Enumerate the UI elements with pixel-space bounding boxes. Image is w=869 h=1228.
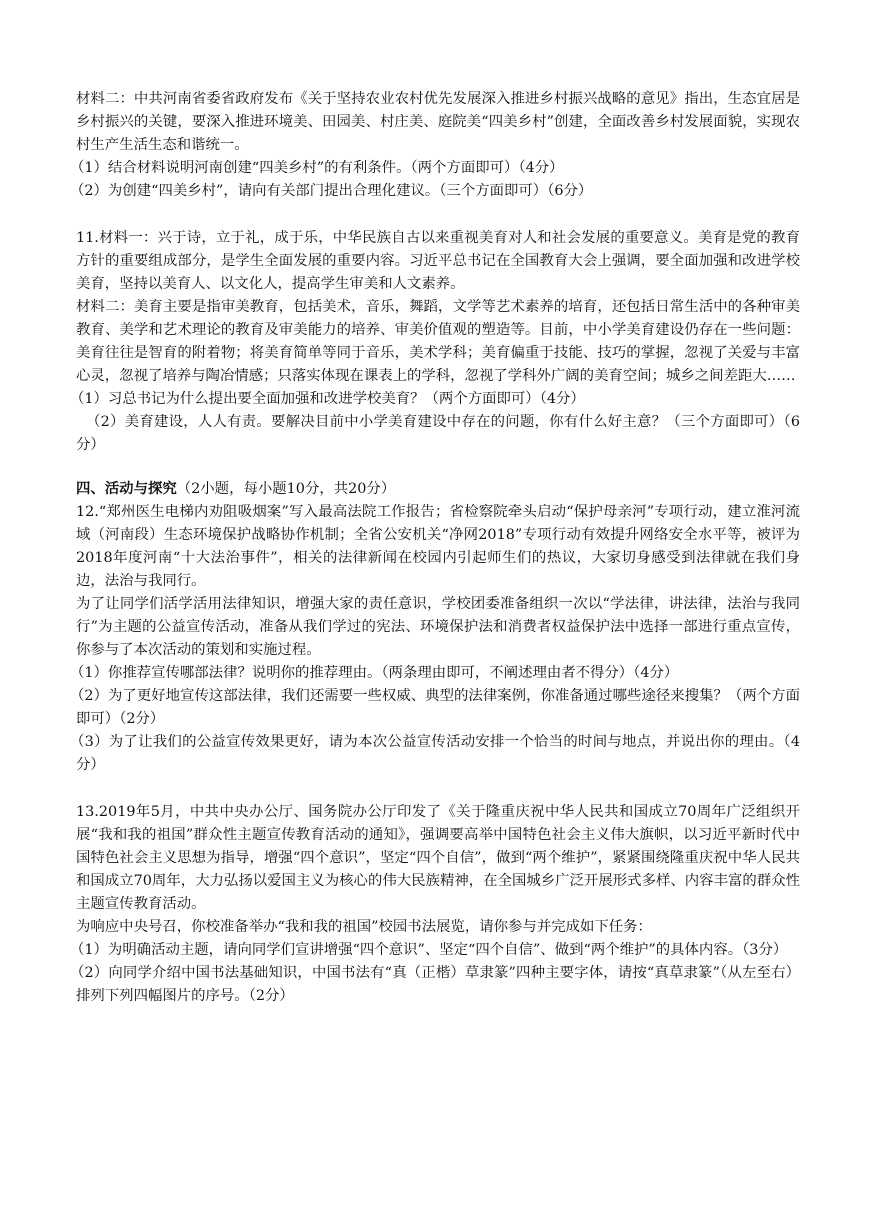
section-four-scoring: （2小题，每小题10分，共20分） [176, 481, 396, 497]
section-four-heading [76, 477, 800, 501]
question-11-material-two: 材料二：美育主要是指审美教育，包括美术，音乐，舞蹈，文学等艺术素养的培育，还包括日常生活中的各种审美教育、美学和艺术理论的教育及审美能力的培养、审美价值观的塑造等。目前，中小学美育建设仍存在一些问题：美育往往是智育的附着物；将美育简单等同于音乐，美术学科；美育偏重于技能、技巧的掌握，忽视了关爱与丰富心灵，忽视了培养与陶冶情感；只落实体现在课表上的学科，忽视了学科外广阔的美育空间；城乡之间差距大…… [76, 299, 800, 384]
question-11-1: （1）习总书记为什么提出要全面加强和改进学校美育？（两个方面即可）（4分） [70, 391, 585, 407]
question-11-material-one: 11.材料一：兴于诗，立于礼，成于乐，中华民族自古以来重视美育对人和社会发展的重要意义。美育是党的教育方针的重要组成部分，是学生全面发展的重要内容。习近平总书记在全国教育大会上强调，要全面加强和改进学校美育，坚持以美育人、以文化人，提高学生审美和人文素养。 [76, 230, 800, 292]
question-12-2: （2）为了更好地宣传这部法律，我们还需要一些权威、典型的法律案例，你准备通过哪些途径来搜集？（两个方面即可）（2分） [70, 688, 800, 727]
question-12-intro: 12.“郑州医生电梯内劝阻吸烟案”写入最高法院工作报告；省检察院牵头启动“保护母亲河”专项行动，建立淮河流域（河南段）生态环境保护战略协作机制；全省公安机关“净网2018”专项行动有效提升网络安全水平等，被评为2018年度河南“十大法治事件”，相关的法律新闻在校园内引起师生们的热议，大家切身感受到法律就在我们身边，法治与我同行。 [76, 504, 800, 589]
document-page [70, 88, 800, 1008]
question-10-2: （2）为创建“四美乡村”，请向有关部门提出合理化建议。（三个方面即可）（6分） [70, 183, 593, 199]
question-12-1: （1）你推荐宣传哪部法律？说明你的推荐理由。（两条理由即可，不阐述理由者不得分）（4分） [70, 665, 679, 681]
question-11-2: （2）美育建设，人人有责。要解决目前中小学美育建设中存在的问题，你有什么好主意？（三个方面即可）（6分） [76, 414, 800, 453]
section-four-title: 四、活动与探究 [76, 480, 177, 497]
question-13-1: （1）为明确活动主题，请向同学们宣讲增强“四个意识”、坚定“四个自信”、做到“两个维护”的具体内容。（3分） [70, 942, 788, 958]
spacer [76, 777, 800, 801]
material-two-paragraph: 材料二：中共河南省委省政府发布《关于坚持农业农村优先发展深入推进乡村振兴战略的意见》指出，生态宜居是乡村振兴的关键，要深入推进环境美、田园美、村庄美、庭院美“四美乡村”创建，全面改善乡村发展面貌，实现农村生产生活生态和谐统一。 [76, 91, 800, 153]
question-12-activity: 为了让同学们活学活用法律知识，增强大家的责任意识，学校团委准备组织一次以“学法律，讲法律，法治与我同行”为主题的公益宣传活动，准备从我们学过的宪法、环境保护法和消费者权益保护法中选择一部进行重点宣传，你参与了本次活动的策划和实施过程。 [76, 596, 800, 658]
question-10-1: （1）结合材料说明河南创建“四美乡村”的有利条件。（两个方面即可）（4分） [70, 160, 564, 176]
question-13-2: （2）向同学介绍中国书法基础知识，中国书法有“真（正楷）草隶篆”四种主要字体，请按“真草隶篆”（从左至右）排列下列四幅图片的序号。（2分） [70, 965, 800, 1004]
spacer [76, 457, 800, 477]
spacer [76, 203, 800, 227]
question-13-intro: 13.2019年5月，中共中央办公厅、国务院办公厅印发了《关于隆重庆祝中华人民共和国成立70周年广泛组织开展“我和我的祖国”群众性主题宣传教育活动的通知》，强调要高举中国特色社会主义伟大旗帜，以习近平新时代中国特色社会主义思想为指导，增强“四个意识”，坚定“四个自信”，做到“两个维护”，紧紧围绕隆重庆祝中华人民共和国成立70周年，大力弘扬以爱国主义为核心的伟大民族精神，在全国城乡广泛开展形式多样、内容丰富的群众性主题宣传教育活动。 [76, 804, 800, 912]
question-12-3: （3）为了让我们的公益宣传效果更好，请为本次公益宣传活动安排一个恰当的时间与地点，并说出你的理由。（4分） [70, 734, 800, 773]
question-13-task: 为响应中央号召，你校准备举办“我和我的祖国”校园书法展览，请你参与并完成如下任务： [76, 919, 652, 935]
